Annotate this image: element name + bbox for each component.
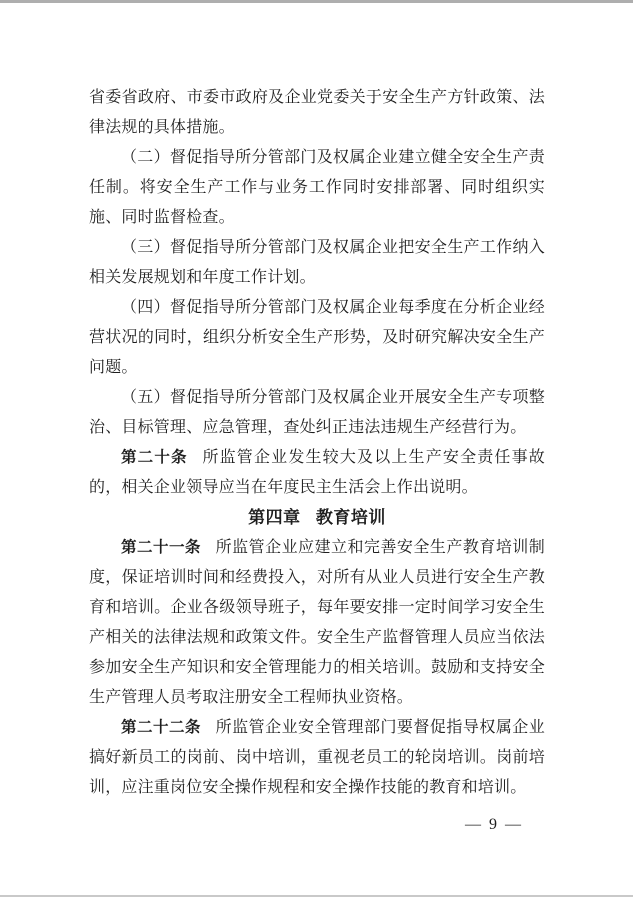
body-paragraph bbox=[89, 533, 545, 713]
body-paragraph bbox=[89, 713, 545, 803]
paragraph-text: 省委省政府、市委市政府及企业党委关于安全生产方针政策、法律法规的具体措施。 bbox=[89, 89, 545, 136]
body-paragraph bbox=[89, 293, 545, 383]
paragraph-text: （四）督促指导所分管部门及权属企业每季度在分析企业经营状况的同时，组织分析安全生产形势，及时研究解决安全生产问题。 bbox=[89, 299, 545, 376]
page-top-edge-artifact bbox=[0, 0, 633, 3]
paragraph-text: 所监管企业应建立和完善安全生产教育培训制度，保证培训时间和经费投入，对所有从业人员进行安全生产教育和培训。企业各级领导班子，每年要安排一定时间学习安全生产相关的法律法规和政策文件。安全生产监督管理人员应当依法参加安全生产知识和安全管理能力的相关培训。鼓励和支持安全生产管理人员考取注册安全工程师执业资格。 bbox=[89, 539, 545, 706]
article-number: 第二十条 bbox=[121, 449, 188, 466]
page-bottom-edge-artifact bbox=[0, 895, 633, 897]
article-number: 第二十一条 bbox=[121, 539, 201, 556]
paragraph-text: 所监管企业发生较大及以上生产安全责任事故的，相关企业领导应当在年度民主生活会上作出说明。 bbox=[89, 449, 545, 496]
chapter-heading bbox=[89, 503, 545, 533]
body-paragraph bbox=[89, 233, 545, 293]
paragraph-text: （二）督促指导所分管部门及权属企业建立健全安全生产责任制。将安全生产工作与业务工作同时安排部署、同时组织实施、同时监督检查。 bbox=[89, 149, 545, 226]
body-paragraph bbox=[89, 443, 545, 503]
paragraph-text: （三）督促指导所分管部门及权属企业把安全生产工作纳入相关发展规划和年度工作计划。 bbox=[89, 239, 545, 286]
body-paragraph bbox=[89, 143, 545, 233]
chapter-title: 教育培训 bbox=[315, 508, 386, 527]
document-body bbox=[89, 83, 545, 803]
paragraph-text: （五）督促指导所分管部门及权属企业开展安全生产专项整治、目标管理、应急管理，查处纠正违法违规生产经营行为。 bbox=[89, 389, 545, 436]
paragraph-text: 所监管企业安全管理部门要督促指导权属企业搞好新员工的岗前、岗中培训，重视老员工的轮岗培训。岗前培训，应注重岗位安全操作规程和安全操作技能的教育和培训。 bbox=[89, 719, 545, 796]
article-number: 第二十二条 bbox=[121, 719, 201, 736]
page-number: — 9 — bbox=[465, 816, 523, 833]
chapter-number: 第四章 bbox=[248, 508, 301, 527]
body-paragraph bbox=[89, 383, 545, 443]
body-paragraph bbox=[89, 83, 545, 143]
